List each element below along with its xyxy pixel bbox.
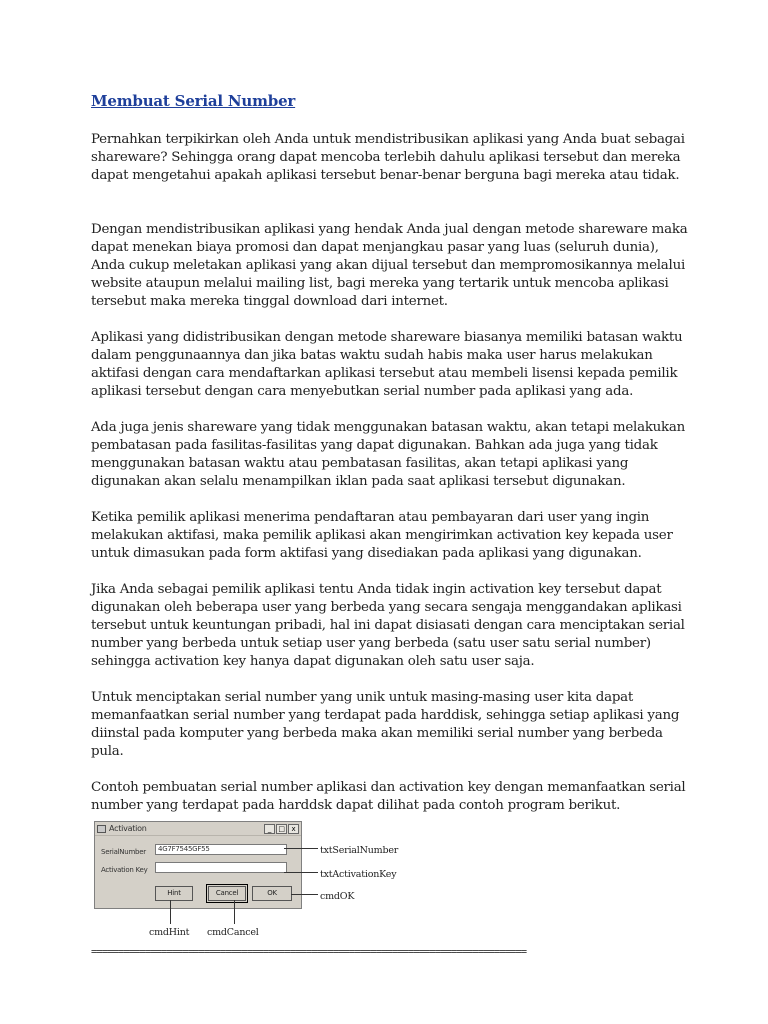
activation-window xyxy=(94,821,302,909)
serial-number-label: SerialNumber xyxy=(101,848,146,856)
window-controls xyxy=(264,824,299,834)
app-icon xyxy=(97,825,106,833)
activation-key-label: Activation Key xyxy=(101,866,148,874)
callout-line-hint xyxy=(170,900,171,924)
paragraph-distribution: Dengan mendistribusikan aplikasi yang hendak Anda jual dengan metode shareware maka dapat menekan biaya promosi dan dapat menjangkau pasar yang luas (seluruh dunia), Anda cukup meletakan aplikasi yang akan dijual tersebut dan mempromosikannya melalui website ataupun melalui mailing list, bagi mereka yang tertarik untuk mencoba aplikasi tersebut maka mereka tinggal download dari internet. xyxy=(91,222,688,309)
article-title[interactable]: Membuat Serial Number xyxy=(91,92,296,110)
maximize-icon[interactable]: □ xyxy=(276,824,287,834)
divider-line: ================================================================================= xyxy=(91,946,527,958)
paragraph-time-limit: Aplikasi yang didistribusikan dengan metode shareware biasanya memiliki batasan waktu dalam penggunaannya dan jika batas waktu sudah habis maka user harus melakukan aktifasi dengan cara mendaftarkan aplikasi tersebut atau membeli lisensi kepada pemilik aplikasi tersebut dengan cara menyebutkan serial number pada aplikasi yang ada. xyxy=(91,330,683,399)
callout-line-ok xyxy=(291,894,318,895)
activation-key-field[interactable] xyxy=(155,862,287,873)
callout-cmd-ok: cmdOK xyxy=(320,891,355,902)
paragraph-harddisk-serial: Untuk menciptakan serial number yang unik untuk masing-masing user kita dapat memanfaatkan serial number yang terdapat pada harddisk, sehingga setiap aplikasi yang diinstal pada komputer yang berbeda maka akan memiliki serial number yang berbeda pula. xyxy=(91,690,680,759)
serial-number-field[interactable]: 4G7F7545GF55 xyxy=(155,844,287,855)
window-titlebar xyxy=(95,822,301,836)
hint-button[interactable]: Hint xyxy=(155,886,193,901)
paragraph-intro: Pernahkan terpikirkan oleh Anda untuk mendistribusikan aplikasi yang Anda buat sebagai shareware? Sehingga orang dapat mencoba terlebih dahulu aplikasi tersebut dan mereka dapat mengetahui apakah aplikasi tersebut benar-benar berguna bagi mereka atau tidak. xyxy=(91,132,685,183)
paragraph-activation-key: Ketika pemilik aplikasi menerima pendaftaran atau pembayaran dari user yang ingin melakukan aktifasi, maka pemilik aplikasi akan mengirimkan activation key kepada user untuk dimasukan pada form aktifasi yang disediakan pada aplikasi yang digunakan. xyxy=(91,510,673,561)
cancel-button[interactable]: Cancel xyxy=(208,886,246,901)
paragraph-unique-key: Jika Anda sebagai pemilik aplikasi tentu Anda tidak ingin activation key tersebut dapat digunakan oleh beberapa user yang berbeda yang secara sengaja menggandakan aplikasi tersebut untuk keuntungan pribadi, hal ini dapat disiasati dengan cara menciptakan serial number yang berbeda untuk setiap user yang berbeda (satu user satu serial number) sehingga activation key hanya dapat digunakan oleh satu user saja. xyxy=(91,582,685,669)
minimize-icon[interactable]: _ xyxy=(264,824,275,834)
close-icon[interactable]: x xyxy=(288,824,299,834)
paragraph-example-intro: Contoh pembuatan serial number aplikasi dan activation key dengan memanfaatkan serial number yang terdapat pada harddsk dapat dilihat pada contoh program berikut. xyxy=(91,780,686,813)
callout-line-activation xyxy=(284,872,318,873)
callout-txt-serial-number: txtSerialNumber xyxy=(320,845,399,856)
callout-line-cancel xyxy=(234,900,235,924)
window-title: Activation xyxy=(109,823,147,833)
callout-cmd-cancel: cmdCancel xyxy=(207,927,259,938)
callout-cmd-hint: cmdHint xyxy=(149,927,190,938)
callout-txt-activation-key: txtActivationKey xyxy=(320,869,397,880)
article xyxy=(91,92,691,961)
paragraph-feature-limit: Ada juga jenis shareware yang tidak menggunakan batasan waktu, akan tetapi melakukan pembatasan pada fasilitas-fasilitas yang dapat digunakan. Bahkan ada juga yang tidak menggunakan batasan waktu atau pembatasan fasilitas, akan tetapi aplikasi yang digunakan akan selalu menampilkan iklan pada saat aplikasi tersebut digunakan. xyxy=(91,420,686,489)
callout-line-serial xyxy=(284,848,318,849)
activation-form-figure xyxy=(94,821,414,943)
ok-button[interactable]: OK xyxy=(252,886,292,901)
